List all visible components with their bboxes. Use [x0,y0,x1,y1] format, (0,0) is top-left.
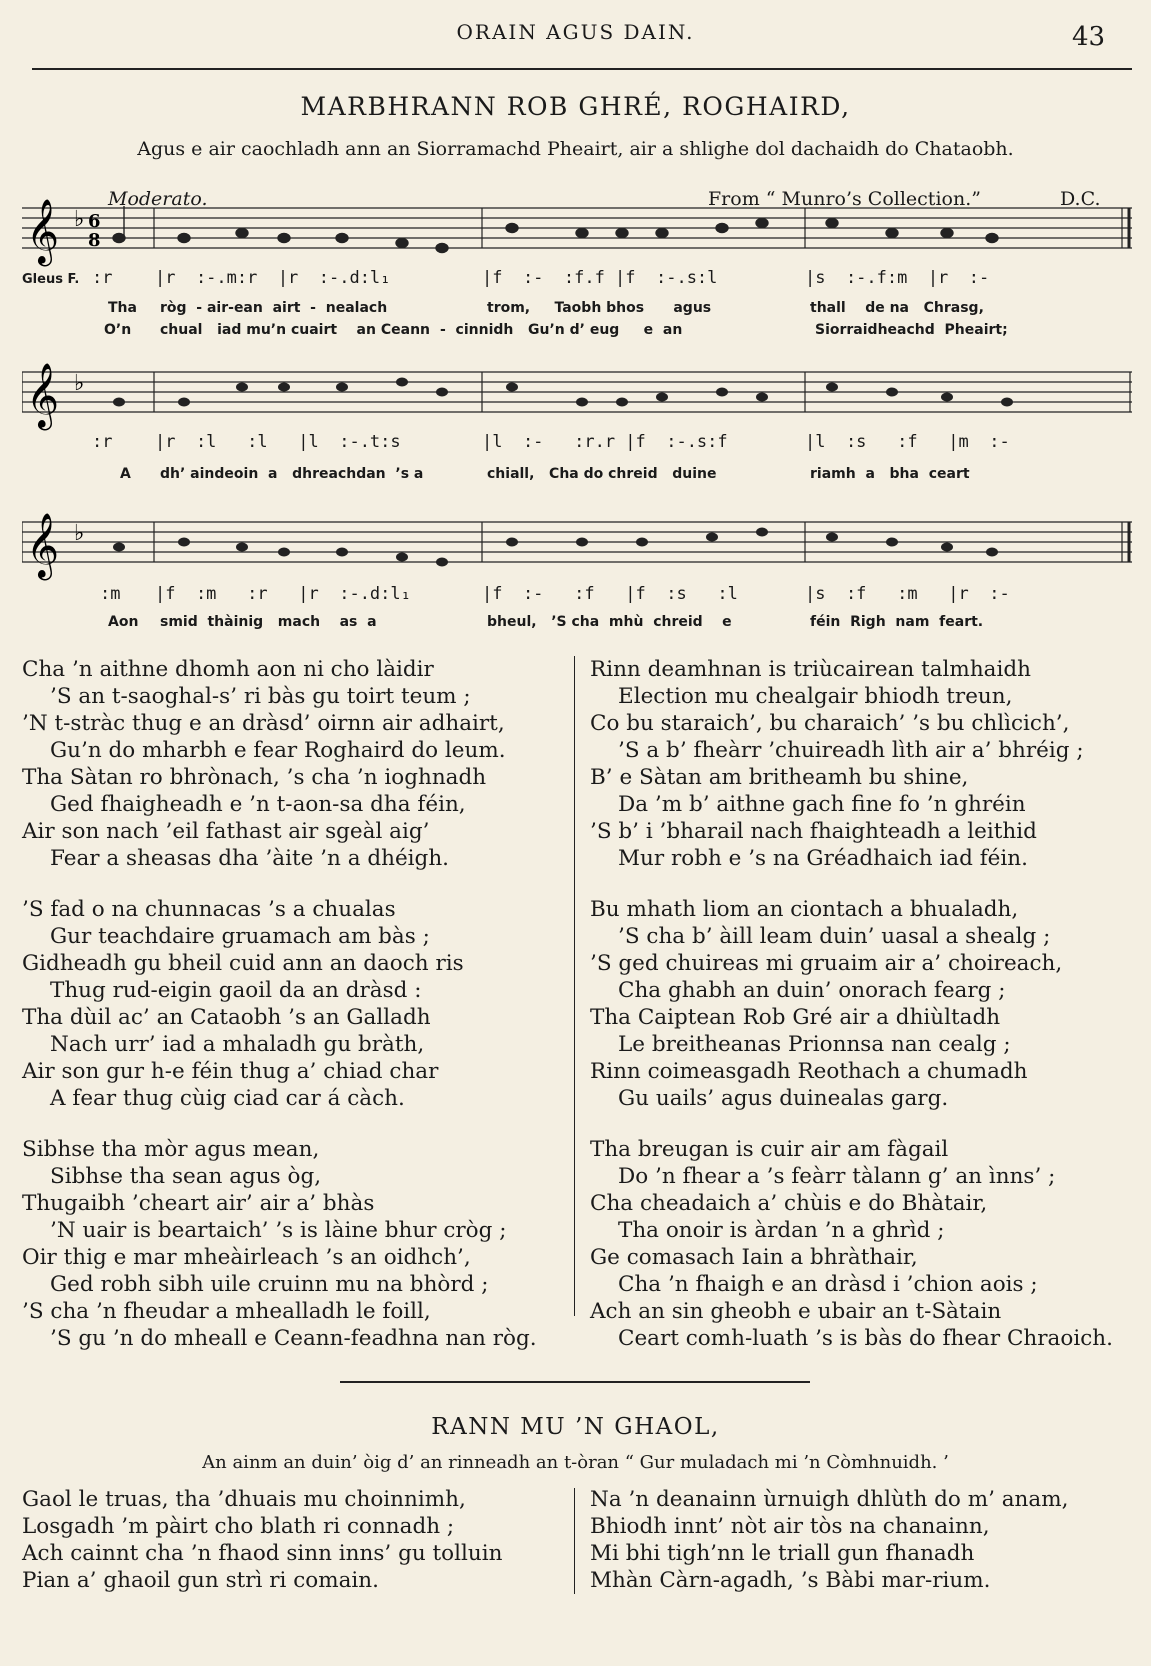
stanza [590,1136,1135,1352]
svg-text:♭: ♭ [74,207,85,232]
music-staff-2 [22,362,1132,432]
verse-line: Gur teachdaire gruamach am bàs ; [50,924,430,949]
column-divider [574,656,575,1316]
verse-line: Gidheadh gu bheil cuid ann an daoch ris [22,951,464,976]
verse-line: Tha breugan is cuir air am fàgail [590,1137,949,1162]
verse-line: ’S a b’ fheàrr ’chuireadh lìth air a’ bhréig ; [618,738,1084,763]
lyric-line: smid thàinig mach as a [160,614,377,630]
verse-line: Na ’n deanainn ùrnuigh dhlùth do m’ anam, [590,1487,1069,1512]
verse-line: ’S b’ i ’bharail nach fhaighteadh a leithid [590,819,1037,844]
verse-line: Mi bhi tigh’nn le triall gun fhanadh [590,1541,975,1566]
verse-line: Ceart comh-luath ’s is bàs do fhear Chraoich. [618,1326,1113,1351]
verse-line: Cha ghabh an duin’ onorach fearg ; [618,978,1006,1003]
lyric-line: A [120,466,131,482]
solfa-notation: |l :s :f |m :- [805,432,1010,452]
verses-left-column [22,656,562,1376]
solfa-notation: |s :f :m |r :- [805,584,1010,604]
verse-line: Cha ’n aithne dhomh aon ni cho làidir [22,657,434,682]
verse-line: ’S gu ’n do mheall e Ceann-feadhna nan ròg. [50,1326,537,1351]
song-title: MARBHRANN ROB GHRÉ, ROGHAIRD, [300,92,851,121]
source-credit: From “ Munro’s Collection.” [708,188,981,210]
verse-line: Ged robh sibh uile cruinn mu na bhòrd ; [50,1272,489,1297]
verse-line: Da ’m b’ aithne gach fine fo ’n ghréin [618,792,1026,817]
lyric-line: Tha [108,300,137,316]
verse-line: Thug rud-eigin gaoil da an dràsd : [50,978,422,1003]
verse-line: Air son gur h-e féin thug a’ chiad char [22,1059,439,1084]
lyric-line: Siorraidheachd Pheairt; [815,322,1008,338]
verse-line: Rinn coimeasgadh Reothach a chumadh [590,1059,1028,1084]
verse-line: Ged fhaigheadh e ’n t-aon-sa dha féin, [50,792,466,817]
lyric-line: dh’ aindeoin a dhreachdan ’s a [160,466,424,482]
verse-line: Tha onoir is àrdan ’n a ghrìd ; [618,1218,945,1243]
verse-line: Losgadh ’m pàirt cho blath ri connadh ; [22,1514,455,1539]
lyric-line: chiall, Cha do chreid duine [487,466,717,482]
verse-line: Bu mhath liom an ciontach a bhualadh, [590,897,1019,922]
solfa-notation: :r [92,268,113,288]
svg-text:6: 6 [88,211,101,232]
lyric-line: ròg - air-ean airt - nealach [160,300,388,316]
second-song-right-column [590,1486,1135,1594]
solfa-notation: |f :m :r |r :-.d:l₁ [155,584,411,604]
verse-line: Ach an sin gheobh e ubair an t-Sàtain [590,1299,1002,1324]
second-song-subtitle: An ainm an duin’ òig d’ an rinneadh an t-òran “ Gur muladach mi ’n Còmhnuidh. ’ [202,1452,949,1473]
second-song-title: RANN MU ’N GHAOL, [431,1414,720,1440]
verse-line: Mur robh e ’s na Gréadhaich iad féin. [618,846,1028,871]
lyric-line: féin Righ nam feart. [810,614,984,630]
verse-line: Le breitheanas Prionnsa nan cealg ; [618,1032,1011,1057]
lyric-line: bheul, ’S cha mhù chreid e [487,614,732,630]
svg-text:♭: ♭ [74,371,85,396]
page-number: 43 [1072,22,1106,52]
verse-line: ’N t-stràc thug e an dràsd’ oirnn air adhairt, [22,711,505,736]
verse-line: Gu’n do mharbh e fear Roghaird do leum. [50,738,506,763]
solfa-notation: |l :- :r.r |f :-.s:f [482,432,728,452]
stanza [590,896,1135,1112]
svg-text:8: 8 [88,230,101,251]
verse-line: Co bu staraich’, bu charaich’ ’s bu chlìcich’, [590,711,1070,736]
verse-line: Gu uails’ agus duinealas garg. [618,1086,949,1111]
svg-text:♭: ♭ [74,521,85,546]
lyric-line: - cinnidh Gu’n d’ eug e an [440,322,683,338]
column-divider [574,1488,575,1594]
verse-line: Ach cainnt cha ’n fhaod sinn inns’ gu tolluin [22,1541,503,1566]
verse-line: ’S fad o na chunnacas ’s a chualas [22,897,396,922]
verses-right-column [590,656,1135,1376]
verse-line: ’S ged chuireas mi gruaim air a’ choireach, [590,951,1063,976]
verse-line: Ge comasach Iain a bhràthair, [590,1245,918,1270]
svg-text:𝄞: 𝄞 [26,513,60,578]
solfa-notation: |r :l :l |l :-.t:s [155,432,401,452]
section-separator [340,1381,810,1383]
solfa-notation: :m [100,584,121,604]
verse-line: Cha ’n fhaigh e an dràsd i ’chion aois ; [618,1272,1038,1297]
verse-line: Rinn deamhnan is triùcairean talmhaidh [590,657,1031,682]
verse-line: Bhiodh innt’ nòt air tòs na chanainn, [590,1514,990,1539]
key-label: Gleus F. [22,272,80,287]
verse-line: Fear a sheasas dha ’àite ’n a dhéigh. [50,846,449,871]
lyric-line: thall de na Chrasg, [810,300,984,316]
running-title: ORAIN AGUS DAIN. [456,20,695,44]
music-staff-3 [22,512,1132,582]
verse-line: Pian a’ ghaoil gun strì ri comain. [22,1568,379,1593]
svg-text:𝄞: 𝄞 [26,199,60,264]
second-song-left-column [22,1486,562,1594]
verse-line: Mhàn Càrn-agadh, ’s Bàbi mar-rium. [590,1568,991,1593]
solfa-notation: |r :-.m:r |r :-.d:l₁ [155,268,391,288]
stanza [22,896,562,1112]
verse-line: ’S cha ’n fheudar a mhealladh le foill, [22,1299,431,1324]
verse-line: Tha dùil ac’ an Cataobh ’s an Galladh [22,1005,431,1030]
header-rule [32,68,1132,70]
da-capo-marking: D.C. [1060,188,1101,210]
verse-line: Oir thig e mar mheàirleach ’s an oidhch’, [22,1245,471,1270]
verse-line: Thugaibh ’cheart air’ air a’ bhàs [22,1191,375,1216]
lyric-line: chual iad mu’n cuairt an Ceann [160,322,430,338]
verse-line: Election mu chealgair bhiodh treun, [618,684,1013,709]
solfa-notation: |f :- :f |f :s :l [482,584,738,604]
verse-line: Air son nach ’eil fathast air sgeàl aig’ [22,819,430,844]
verse-line: Cha cheadaich a’ chùis e do Bhàtair, [590,1191,988,1216]
lyric-line: riamh a bha ceart [810,466,970,482]
stanza [22,1136,562,1352]
verse-line: ’S an t-saoghal-s’ ri bàs gu toirt teum ; [50,684,471,709]
verse-line: ’N uair is beartaich’ ’s is làine bhur cròg ; [50,1218,507,1243]
tempo-marking: Moderato. [108,188,208,210]
solfa-notation: |s :-.f:m |r :- [805,268,990,288]
verse-line: B’ e Sàtan am britheamh bu shine, [590,765,969,790]
solfa-notation: |f :- :f.f |f :-.s:l [482,268,718,288]
verse-line: A fear thug cùig ciad car á càch. [50,1086,405,1111]
lyric-line: Aon [108,614,139,630]
verse-line: Sibhse tha sean agus òg, [50,1164,322,1189]
verse-line: Gaol le truas, tha ’dhuais mu choinnimh, [22,1487,466,1512]
verse-line: Tha Caiptean Rob Gré air a dhiùltadh [590,1005,1001,1030]
music-staff-1 [22,198,1132,268]
lyric-line: O’n [104,322,132,338]
solfa-notation: :r [92,432,113,452]
stanza [22,656,562,872]
verse-line: Nach urr’ iad a mhaladh gu bràth, [50,1032,425,1057]
svg-text:𝄞: 𝄞 [26,363,60,428]
song-subtitle: Agus e air caochladh ann an Siorramachd Pheairt, air a shlighe dol dachaidh do Chataobh. [137,138,1014,160]
verse-line: Tha Sàtan ro bhrònach, ’s cha ’n ioghnadh [22,765,487,790]
verse-line: Do ’n fhear a ’s feàrr tàlann g’ an ìnns’ ; [618,1164,1056,1189]
verse-line: ’S cha b’ àill leam duin’ uasal a shealg ; [618,924,1051,949]
stanza [590,656,1135,872]
verse-line: Sibhse tha mòr agus mean, [22,1137,320,1162]
lyric-line: trom, Taobh bhos agus [487,300,712,316]
